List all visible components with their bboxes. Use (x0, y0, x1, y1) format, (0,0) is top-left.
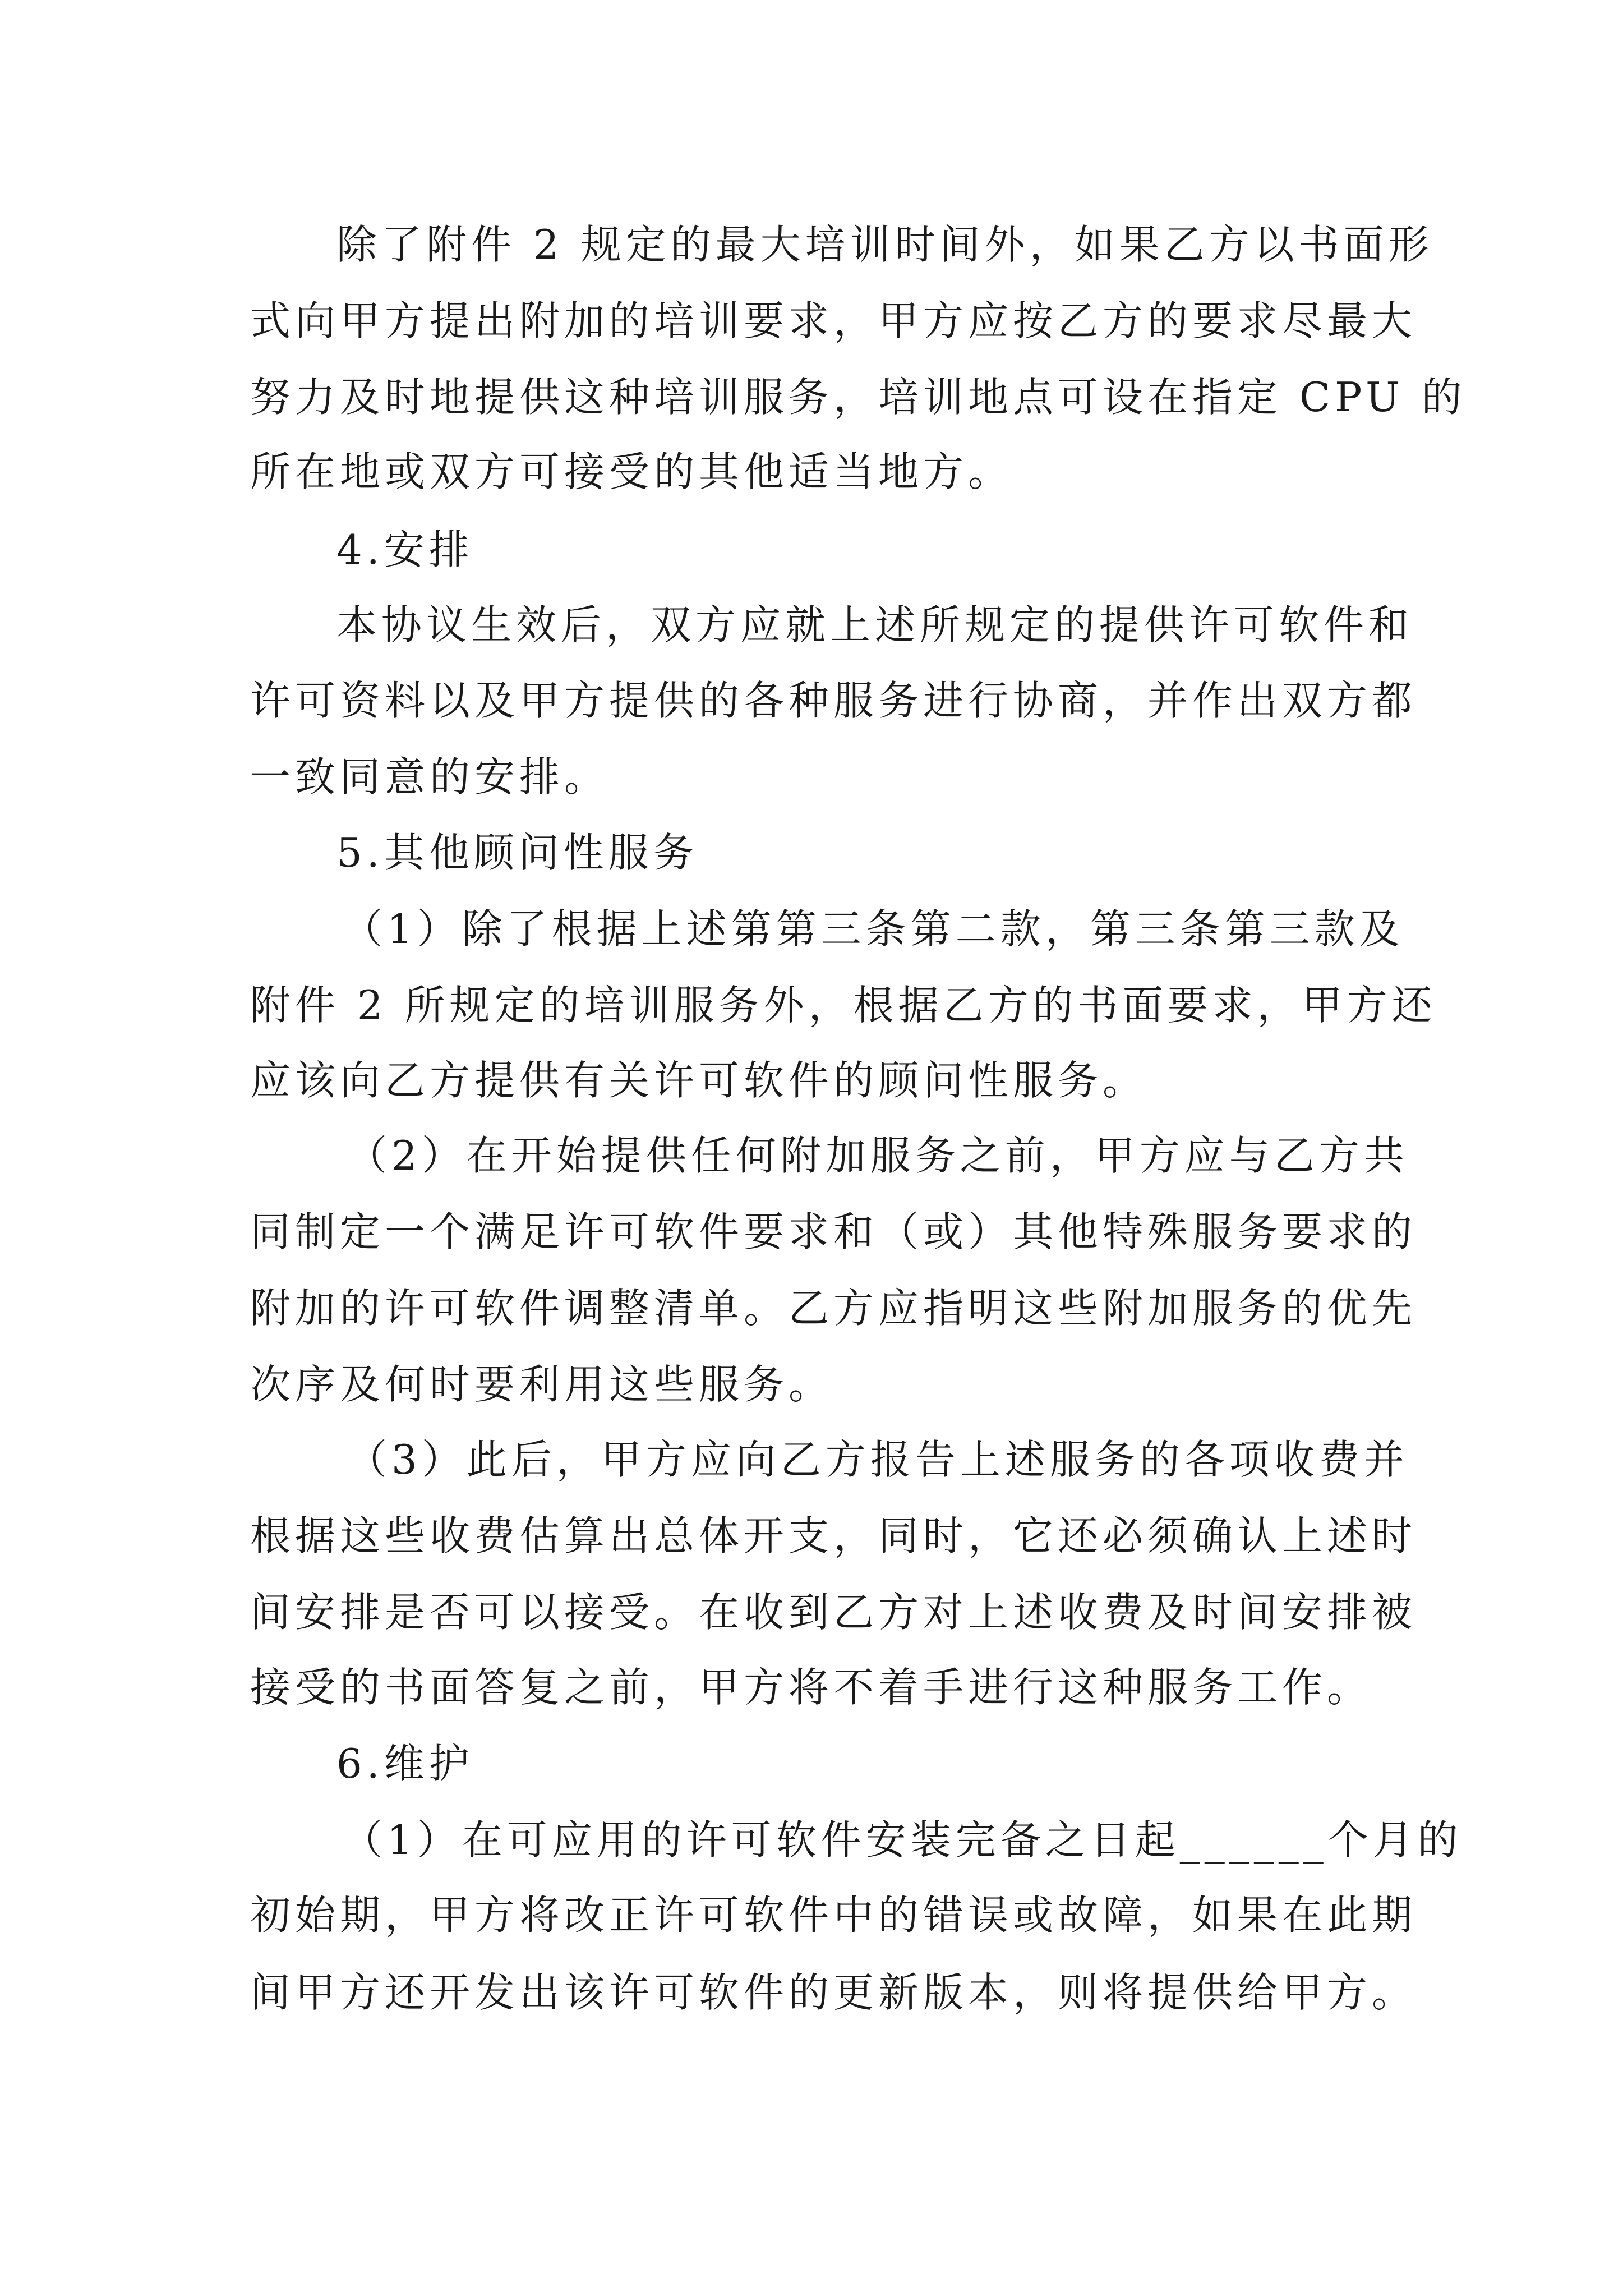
text-line: 一致同意的安排。 (250, 753, 610, 800)
text-line: （1）在可应用的许可软件安装完备之日起______个月的 (342, 1816, 1463, 1864)
heading-arrangement: 4.安排 (336, 526, 474, 573)
text-line: 次序及何时要利用这些服务。 (250, 1361, 834, 1408)
paragraph-line (0, 749, 1623, 805)
text-line: 根据这些收费估算出总体开支，同时，它还必须确认上述时 (250, 1512, 1417, 1559)
paragraph-line (0, 1356, 1623, 1412)
paragraph-line (0, 1128, 1623, 1184)
paragraph-line (0, 1887, 1623, 1943)
text-line: 所在地或双方可接受的其他适当地方。 (250, 448, 1013, 495)
paragraph-line (0, 444, 1623, 500)
paragraph-line (0, 1508, 1623, 1564)
heading-maintenance: 6.维护 (336, 1740, 474, 1787)
paragraph-line (0, 597, 1623, 653)
heading-consulting-services: 5.其他顾问性服务 (336, 829, 698, 876)
paragraph-line (0, 1432, 1623, 1488)
text-line: （1）除了根据上述第第三条第二款，第三条第三款及 (342, 905, 1404, 953)
paragraph-line (0, 1280, 1623, 1336)
text-line: 附加的许可软件调整清单。乙方应指明这些附加服务的优先 (250, 1285, 1417, 1332)
text-line: 间安排是否可以接受。在收到乙方对上述收费及时间安排被 (250, 1589, 1417, 1636)
text-line: 式向甲方提出附加的培训要求，甲方应按乙方的要求尽最大 (250, 297, 1417, 344)
paragraph-line (0, 1584, 1623, 1640)
paragraph-line (0, 901, 1623, 957)
section-heading (0, 522, 1623, 578)
text-line: 除了附件 2 规定的最大培训时间外，如果乙方以书面形 (336, 221, 1433, 268)
text-line: 间甲方还开发出该许可软件的更新版本，则将提供给甲方。 (250, 1969, 1417, 2016)
text-line: 许可资料以及甲方提供的各种服务进行协商，并作出双方都 (250, 677, 1417, 724)
text-line: 初始期，甲方将改正许可软件中的错误或故障，如果在此期 (250, 1892, 1417, 1939)
text-line: （3）此后，甲方应向乙方报告上述服务的各项收费并 (347, 1436, 1409, 1483)
paragraph-line (0, 673, 1623, 729)
paragraph-line (0, 1052, 1623, 1108)
text-line: 附件 2 所规定的培训服务外，根据乙方的书面要求，甲方还 (250, 982, 1437, 1029)
paragraph-line (0, 977, 1623, 1033)
text-line: （2）在开始提供任何附加服务之前，甲方应与乙方共 (347, 1132, 1409, 1179)
text-line: 本协议生效后，双方应就上述所规定的提供许可软件和 (336, 601, 1414, 648)
paragraph-line (0, 217, 1623, 273)
paragraph-line (0, 1812, 1623, 1868)
paragraph-line (0, 293, 1623, 349)
text-line: 同制定一个满足许可软件要求和（或）其他特殊服务要求的 (250, 1208, 1417, 1255)
section-heading (0, 825, 1623, 881)
text-line: 接受的书面答复之前，甲方将不着手进行这种服务工作。 (250, 1664, 1372, 1711)
paragraph-line (0, 1964, 1623, 2021)
paragraph-line (0, 1659, 1623, 1715)
paragraph-line (0, 1204, 1623, 1260)
paragraph-line (0, 369, 1623, 425)
text-line: 应该向乙方提供有关许可软件的顾问性服务。 (250, 1057, 1148, 1104)
section-heading (0, 1736, 1623, 1792)
text-line: 努力及时地提供这种培训服务，培训地点可设在指定 CPU 的 (250, 374, 1467, 421)
